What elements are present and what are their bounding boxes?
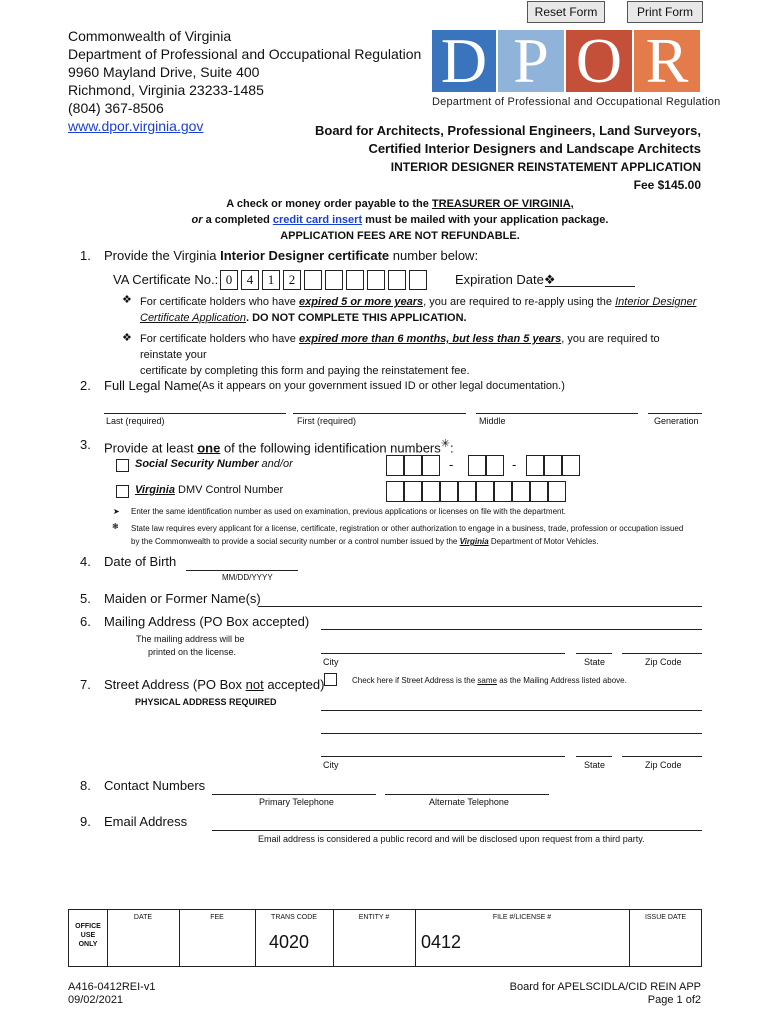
logo-subtitle: Department of Professional and Occupational Regulation — [432, 96, 721, 108]
trans-code-value: 4020 — [269, 932, 310, 952]
logo-letter-p: P — [498, 30, 564, 92]
cert-no-label: VA Certificate No.: — [113, 272, 219, 287]
cert-digit[interactable] — [304, 270, 322, 290]
street-state-field[interactable] — [576, 756, 612, 757]
asterisk-icon: ✳ — [440, 438, 450, 450]
office-use-table — [68, 909, 702, 967]
q8-number: 8. — [80, 778, 91, 793]
cert-digit[interactable]: 4 — [241, 270, 259, 290]
q9-number: 9. — [80, 814, 91, 829]
dmv-checkbox[interactable] — [116, 485, 129, 498]
ssn-dash: - — [512, 457, 517, 472]
bullet-text: State law requires every applicant for a license, certificate, registration or other authorization to engage in a business, trade, profession or occupation issued — [131, 524, 684, 533]
bullet-text: by the Commonwealth to provide a social security number or a control number issued by the — [131, 537, 460, 546]
diamond-bullet-icon: ❖ — [122, 332, 132, 344]
contact-numbers-label: Contact Numbers — [104, 778, 206, 793]
office-use-label — [69, 922, 107, 949]
same-as-mailing-label — [352, 676, 627, 685]
q1-text-b: Interior Designer certificate — [220, 248, 390, 263]
ssn-label-text: Social Security Number — [135, 458, 259, 470]
dmv-label — [135, 484, 283, 496]
address-line: 9960 Mayland Drive, Suite 400 — [68, 64, 260, 80]
dmv-label-virginia: Virginia — [135, 484, 175, 496]
full-legal-name-label: Full Legal Name — [104, 378, 199, 393]
street-zip-caption: Zip Code — [645, 760, 682, 770]
mailing-address-line-1[interactable] — [321, 629, 702, 630]
q4-number: 4. — [80, 554, 91, 569]
ssn-checkbox[interactable] — [116, 459, 129, 472]
cert-digit[interactable] — [409, 270, 427, 290]
middle-name-caption: Middle — [479, 416, 506, 426]
dmv-number-field[interactable] — [386, 481, 581, 503]
payment-text: must be mailed with your application package. — [362, 214, 609, 226]
footer-right — [510, 981, 701, 1007]
middle-name-field[interactable] — [476, 413, 638, 414]
full-legal-name-note: (As it appears on your government issued ID or other legal documentation.) — [198, 380, 565, 392]
payment-note — [150, 196, 650, 244]
cert-digit[interactable]: 2 — [283, 270, 301, 290]
dmv-digit[interactable] — [386, 481, 404, 502]
note-text: For certificate holders who have — [140, 333, 299, 345]
credit-card-insert-link[interactable]: credit card insert — [272, 214, 363, 226]
andor-text: and/or — [258, 458, 293, 470]
agency-address — [68, 27, 421, 135]
mailing-address-label: Mailing Address (PO Box accepted) — [104, 614, 310, 629]
q1-text — [104, 248, 478, 263]
reset-form-button[interactable]: Reset Form — [527, 1, 605, 23]
logo-letter-o: O — [566, 30, 632, 92]
q1-text-a: Provide the Virginia — [104, 248, 221, 263]
email-address-field[interactable] — [212, 830, 702, 831]
first-name-caption: First (required) — [297, 416, 357, 426]
label-not: not — [245, 677, 264, 692]
q3-bullet-2 — [131, 522, 706, 548]
form-title: INTERIOR DESIGNER REINSTATEMENT APPLICATION — [390, 160, 701, 174]
footer-board: Board for APELSCIDLA/CID REIN APP — [509, 981, 701, 993]
q2-number: 2. — [80, 378, 91, 393]
maiden-name-label: Maiden or Former Name(s) — [104, 591, 261, 606]
board-line-1: Board for Architects, Professional Engineers, Land Surveyors, — [314, 123, 701, 138]
q1-text-c: number below: — [389, 248, 479, 263]
diamond-bullet-icon: ❖ — [122, 294, 132, 306]
office-label-line: OFFICE — [75, 923, 101, 930]
cert-digit[interactable] — [325, 270, 343, 290]
primary-telephone-field[interactable] — [212, 794, 376, 795]
label-text: as the Mailing Address listed above. — [496, 676, 627, 685]
file-license-value: 0412 — [421, 932, 462, 952]
q1-number: 1. — [80, 248, 91, 263]
last-name-caption: Last (required) — [106, 416, 165, 426]
form-date: 09/02/2021 — [68, 994, 124, 1006]
q3-text-b: of the following identification numbers — [220, 440, 441, 456]
q1-note-2 — [140, 331, 702, 379]
dmv-digit[interactable] — [512, 481, 530, 502]
street-state-caption: State — [584, 760, 606, 770]
board-title — [315, 122, 701, 194]
ssn-digit[interactable] — [562, 455, 580, 476]
note-emphasis: expired more than 6 months, but less than 5 years — [298, 333, 562, 345]
email-address-label: Email Address — [104, 814, 188, 829]
office-date-header: DATE — [133, 914, 153, 921]
ssn-digit[interactable] — [404, 455, 422, 476]
mailing-state-caption: State — [584, 657, 606, 667]
label-text: accepted) — [263, 677, 325, 692]
logo-letter-r: R — [634, 30, 700, 92]
address-line: Richmond, Virginia 23233-1485 — [68, 82, 264, 98]
q3-text-a: Provide at least — [104, 440, 198, 456]
email-disclosure-note: Email address is considered a public record and will be disclosed upon request from a third party. — [258, 834, 645, 844]
or-text: or — [191, 214, 203, 226]
payment-text: A check or money order payable to the — [226, 198, 432, 210]
cert-digit[interactable] — [388, 270, 406, 290]
street-address-line-1[interactable] — [321, 710, 702, 711]
footer-left — [68, 981, 155, 1007]
street-zip-field[interactable] — [622, 756, 702, 757]
q6-number: 6. — [80, 614, 91, 629]
date-of-birth-hint: MM/DD/YYYY — [222, 573, 273, 582]
same-as-mailing-checkbox[interactable] — [324, 673, 337, 686]
cert-digit[interactable]: 0 — [220, 270, 238, 290]
street-city-field[interactable] — [321, 756, 565, 757]
form-id: A416-0412REI-v1 — [68, 981, 156, 993]
cert-digit[interactable]: 1 — [262, 270, 280, 290]
ssn-label — [135, 458, 293, 470]
cert-digit[interactable] — [367, 270, 385, 290]
payment-text: a completed — [202, 214, 273, 226]
note-line: printed on the license. — [148, 647, 237, 657]
website-link[interactable]: www.dpor.virginia.gov — [68, 118, 204, 134]
bullet-text: Department of Motor Vehicles. — [488, 537, 599, 546]
print-form-button[interactable]: Print Form — [627, 1, 703, 23]
address-line: Commonwealth of Virginia — [68, 28, 232, 44]
label-text: Check here if Street Address is the — [352, 676, 478, 685]
dmv-digit[interactable] — [404, 481, 422, 502]
q7-number: 7. — [80, 677, 91, 692]
mailing-state-field[interactable] — [576, 653, 612, 654]
ssn-digit[interactable] — [386, 455, 404, 476]
label-text: Street Address (PO Box — [104, 677, 246, 692]
cert-number-field[interactable] — [220, 270, 436, 291]
mailing-zip-caption: Zip Code — [645, 657, 682, 667]
label-same: same — [477, 676, 497, 685]
mailing-address-note — [136, 633, 245, 659]
office-trans-header: TRANS CODE — [271, 914, 317, 921]
q3-text — [104, 437, 454, 455]
q1-note-1 — [140, 294, 702, 326]
office-label-line: ONLY — [78, 941, 98, 948]
note-emphasis: expired 5 or more years — [298, 296, 424, 308]
ssn-digit[interactable] — [486, 455, 504, 476]
note-text: certificate by completing this form and paying the reinstatement fee. — [140, 365, 470, 377]
dmv-digit[interactable] — [458, 481, 476, 502]
office-file-header: FILE #/LICENSE # — [492, 914, 552, 921]
dmv-digit[interactable] — [548, 481, 566, 502]
ssn-field[interactable] — [386, 455, 576, 477]
asterisk-icon: ❃ — [112, 522, 119, 531]
note-text: For certificate holders who have — [140, 296, 299, 308]
page-number: Page 1 of2 — [647, 994, 701, 1006]
ssn-dash: - — [449, 457, 454, 472]
office-label-line: USE — [80, 932, 96, 939]
ssn-digit[interactable] — [422, 455, 440, 476]
alternate-telephone-field[interactable] — [385, 794, 549, 795]
expiration-date-label: Expiration Date❖ — [455, 272, 556, 287]
physical-address-required: PHYSICAL ADDRESS REQUIRED — [135, 697, 277, 707]
q3-colon: : — [449, 440, 454, 456]
dmv-label-text: DMV Control Number — [174, 484, 284, 496]
date-of-birth-field[interactable] — [186, 570, 298, 571]
arrow-bullet-icon: ➤ — [113, 507, 120, 516]
q3-number: 3. — [80, 437, 91, 452]
expiration-date-field[interactable] — [545, 286, 635, 287]
street-address-line-2[interactable] — [321, 733, 702, 734]
street-address-label — [104, 677, 324, 692]
mailing-city-caption: City — [323, 657, 339, 667]
date-of-birth-label: Date of Birth — [104, 554, 177, 569]
last-name-field[interactable] — [104, 413, 286, 414]
ssn-digit[interactable] — [468, 455, 486, 476]
generation-caption: Generation — [654, 416, 699, 426]
office-entity-header: ENTITY # — [358, 914, 390, 921]
alternate-telephone-caption: Alternate Telephone — [429, 797, 509, 807]
first-name-field[interactable] — [293, 413, 466, 414]
note-link: Certificate Application — [140, 312, 246, 324]
address-line: Department of Professional and Occupational Regulation — [68, 46, 422, 62]
bullet-virginia: Virginia — [459, 537, 489, 546]
cert-digit[interactable] — [346, 270, 364, 290]
refund-note: APPLICATION FEES ARE NOT REFUNDABLE. — [280, 230, 520, 242]
q3-one: one — [197, 440, 221, 456]
note-line: The mailing address will be — [136, 634, 245, 644]
fee-amount: Fee $145.00 — [633, 178, 701, 192]
dmv-digit[interactable] — [530, 481, 548, 502]
mailing-city-field[interactable] — [321, 653, 565, 654]
generation-field[interactable] — [648, 413, 702, 414]
logo-letter-d: D — [432, 30, 496, 92]
dmv-digit[interactable] — [494, 481, 512, 502]
note-link: Interior Designer — [615, 296, 697, 308]
office-issue-header: ISSUE DATE — [644, 914, 687, 921]
dmv-digit[interactable] — [440, 481, 458, 502]
mailing-zip-field[interactable] — [622, 653, 702, 654]
ssn-digit[interactable] — [544, 455, 562, 476]
note-text: , you are required to reinstate your — [140, 333, 660, 361]
dmv-digit[interactable] — [422, 481, 440, 502]
board-line-2: Certified Interior Designers and Landscape Architects — [368, 141, 701, 156]
office-fee-header: FEE — [210, 914, 224, 921]
primary-telephone-caption: Primary Telephone — [259, 797, 334, 807]
q3-bullet-1: Enter the same identification number as used on examination, previous applications or licenses on file with the department. — [131, 507, 566, 516]
ssn-digit[interactable] — [526, 455, 544, 476]
note-text: , you are required to re-apply using the — [423, 296, 616, 308]
maiden-name-field[interactable] — [258, 606, 702, 607]
q5-number: 5. — [80, 591, 91, 606]
note-warning: . DO NOT COMPLETE THIS APPLICATION. — [245, 312, 467, 324]
dmv-digit[interactable] — [476, 481, 494, 502]
phone-number: (804) 367-8506 — [68, 100, 164, 116]
street-city-caption: City — [323, 760, 339, 770]
treasurer-text: TREASURER OF VIRGINIA, — [431, 198, 574, 210]
